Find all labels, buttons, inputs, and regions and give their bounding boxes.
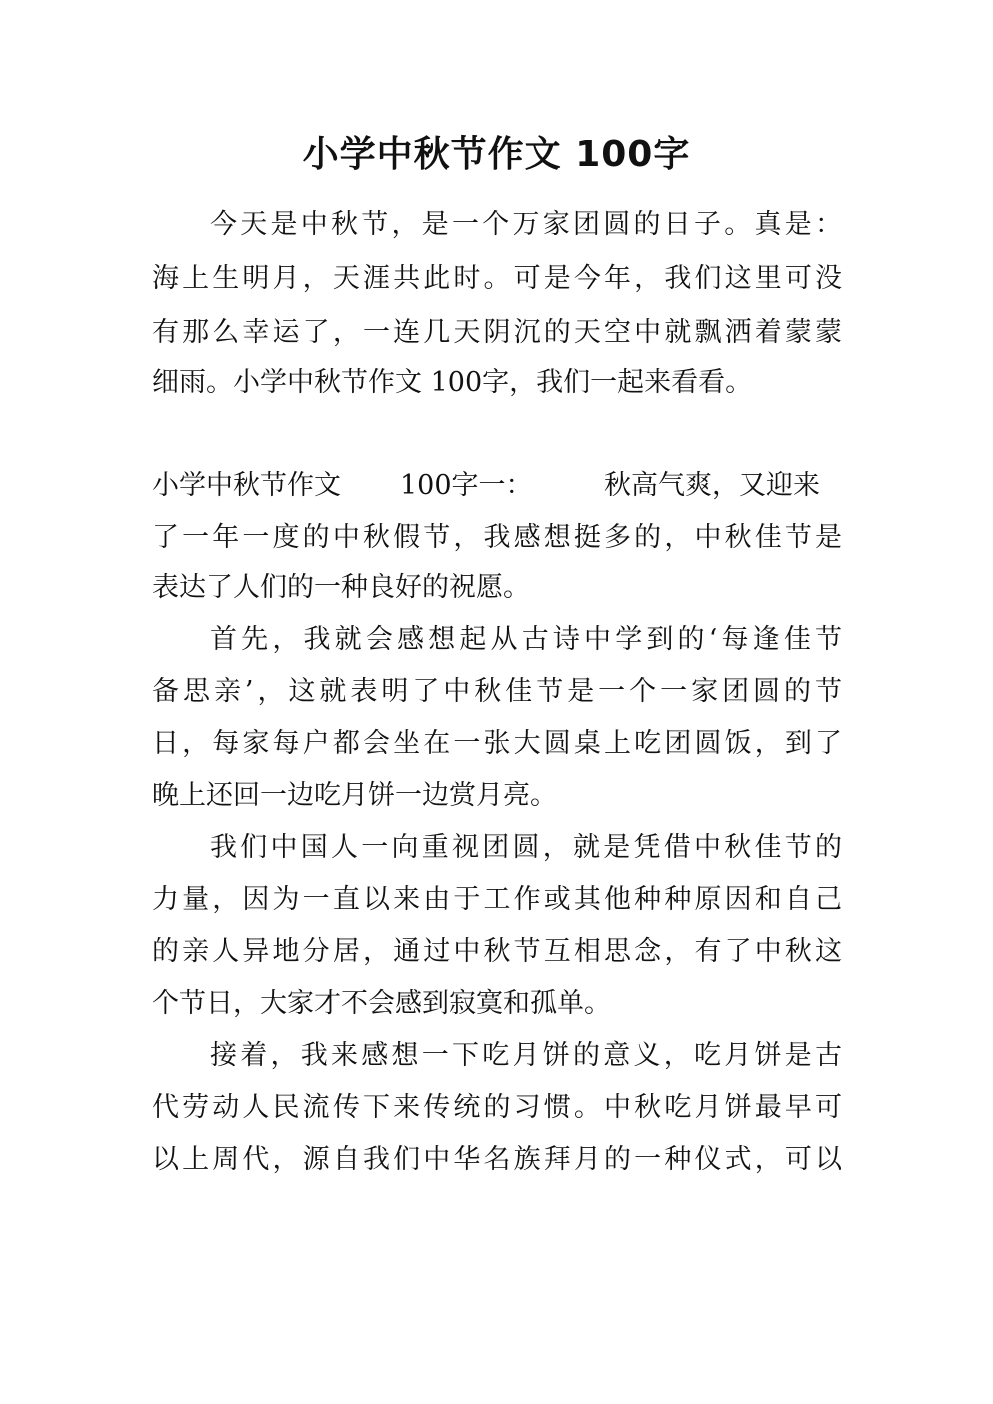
section-heading — [152, 459, 842, 513]
section-heading-title: 小学中秋节作文 — [152, 470, 341, 501]
paragraph-line: 首先，我就会感想起从古诗中学到的‘每逢佳节 — [210, 624, 842, 655]
paragraph-line: 备思亲’，这就表明了中秋佳节是一个一家团圆的节 — [152, 676, 842, 707]
paragraph-line: 我们中国人一向重视团圆，就是凭借中秋佳节的 — [210, 832, 842, 863]
document-title: 小学中秋节作文 100字 — [302, 134, 691, 175]
intro-line: 有那么幸运了，一连几天阴沉的天空中就飘洒着蒙蒙 — [152, 317, 842, 348]
paragraph-line: 个节日，大家才不会感到寂寞和孤单。 — [152, 988, 611, 1019]
paragraph-line: 接着，我来感想一下吃月饼的意义，吃月饼是古 — [210, 1040, 842, 1071]
paragraph-line: 代劳动人民流传下来传统的习惯。中秋吃月饼最早可 — [152, 1092, 842, 1123]
section-heading-label: 100字一： — [400, 470, 533, 501]
intro-line: 细雨。小学中秋节作文 100字，我们一起来看看。 — [152, 367, 753, 398]
paragraph-line: 以上周代，源自我们中华名族拜月的一种仪式，可以 — [152, 1144, 842, 1175]
paragraph-line: 日，每家每户都会坐在一张大圆桌上吃团圆饭，到了 — [152, 728, 842, 759]
section-line: 了一年一度的中秋假节，我感想挺多的，中秋佳节是 — [152, 522, 842, 553]
section-line: 表达了人们的一种良好的祝愿。 — [152, 572, 530, 603]
intro-line: 今天是中秋节，是一个万家团圆的日子。真是： — [210, 209, 842, 240]
intro-line: 海上生明月，天涯共此时。可是今年，我们这里可没 — [152, 263, 842, 294]
paragraph-line: 的亲人异地分居，通过中秋节互相思念，有了中秋这 — [152, 936, 842, 967]
paragraph-line: 力量，因为一直以来由于工作或其他种种原因和自己 — [152, 884, 842, 915]
paragraph-line: 晚上还回一边吃月饼一边赏月亮。 — [152, 780, 557, 811]
section-heading-text: 秋高气爽，又迎来 — [604, 470, 820, 501]
